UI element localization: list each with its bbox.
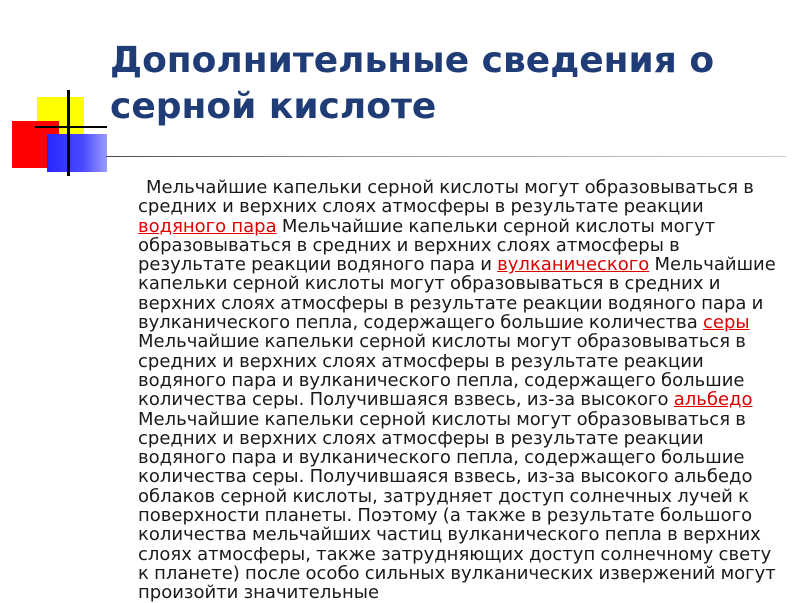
body-text-segment: Мельчайшие капельки серной кислоты могут образовываться в средних и верхних слоях атмосферы в результате реакции <box>138 177 754 218</box>
link-water-vapor[interactable]: водяного пара <box>138 215 277 237</box>
decorative-vertical-line <box>67 90 70 176</box>
body-text-segment: Мельчайшие капельки серной кислоты могут образовываться в средних и верхних слоях атмосферы в результате реакции водяного пара и вулканического пепла, содержащего большие количества <box>138 254 776 334</box>
blue-square <box>47 134 107 172</box>
link-volcanic[interactable]: вулканического <box>497 254 650 276</box>
slide-body-text <box>138 178 778 603</box>
title-underline <box>106 156 786 157</box>
link-albedo[interactable]: альбедо <box>673 389 753 411</box>
slide-title: Дополнительные сведения о серной кислоте <box>110 40 715 127</box>
body-text-segment: Мельчайшие капельки серной кислоты могут образовываться в средних и верхних слоях атмосферы в результате реакции водяного пара и вулканического пепла, содержащего большие количества серы. Получившаяся взвесь, из-за высокого альбедо облаков серной кислоты, затрудняет доступ солнечных лучей к поверхности планеты. Поэтому (а также в результате большого количества мельчайших частиц вулканического пепла в верхних слоях атмосферы, также затрудняющих доступ солнечному свету к планете) после особо сильных вулканических извержений могут произойти значительные <box>138 408 776 603</box>
body-text-segment: Мельчайшие капельки серной кислоты могут образовываться в средних и верхних слоях атмосферы в результате реакции водяного пара и вулканического пепла, содержащего большие количества серы. Получившаяся взвесь, из-за высокого <box>138 331 746 411</box>
body-text-segment: Мельчайшие капельки серной кислоты могут образовываться в средних и верхних слоях атмосферы в результате реакции водяного пара и <box>138 215 716 276</box>
link-sulfur[interactable]: серы <box>702 312 750 334</box>
decorative-horizontal-line <box>35 126 107 128</box>
